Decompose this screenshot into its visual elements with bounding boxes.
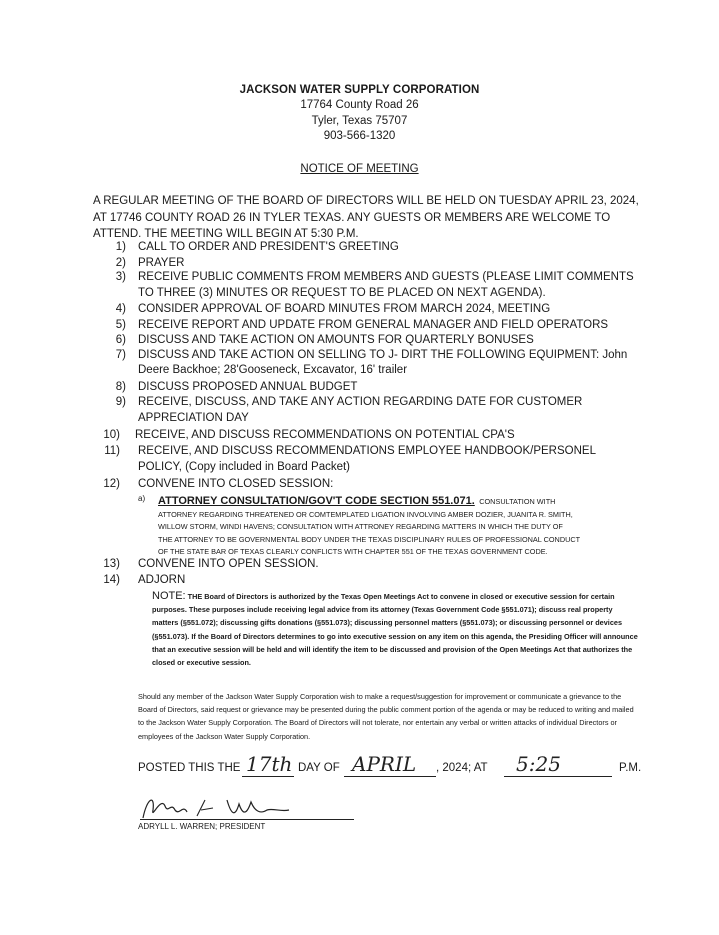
agenda-text: DISCUSS AND TAKE ACTION ON SELLING TO J- DIRT THE FOLLOWING EQUIPMENT: John xyxy=(138,349,628,361)
attorney-consultation-line: ATTORNEY REGARDING THREATENED OR COMTEMPLATED LIGATION INVOLVING AMBER DOZIER, JUANITA R. SMITH, xyxy=(158,509,573,519)
address-line-1: 17764 County Road 26 xyxy=(300,99,419,111)
meeting-intro: A REGULAR MEETING OF THE BOARD OF DIRECTORS WILL BE HELD ON TUESDAY APRIL 23, 2024, AT 17746 COUNTY ROAD 26 IN TYLER TEXAS. ANY GUESTS OR MEMBERS ARE WELCOME TO ATTEND. THE MEETING WILL BEGIN AT 5:30 P.M. xyxy=(93,195,639,240)
posted-prefix: POSTED THIS THE xyxy=(138,762,241,774)
signature-line xyxy=(140,819,354,820)
agenda-number: 3) xyxy=(115,271,126,283)
agenda-text-cont: POLICY, (Copy included in Board Packet) xyxy=(138,461,351,473)
agenda-number: 2) xyxy=(115,257,126,269)
attorney-consultation-line: WILLOW STORM, WINDI HAVENS; CONSULTATION WITH ATTRONEY REGARDING MATTERS IN WHICH THE DUTY OF xyxy=(158,522,563,531)
signatory-name: ADRYLL L. WARREN; PRESIDENT xyxy=(138,822,266,831)
agenda-number: 7) xyxy=(115,349,126,361)
agenda-text: CALL TO ORDER AND PRESIDENT'S GREETING xyxy=(138,241,399,253)
agenda-text-cont: Deere Backhoe; 28'Gooseneck, Excavator, 16' trailer xyxy=(138,364,408,376)
agenda-text: CONVENE INTO OPEN SESSION. xyxy=(138,558,319,570)
handwritten-month: APRIL xyxy=(352,752,417,776)
posted-line xyxy=(138,752,658,782)
agenda-text: ADJORN xyxy=(138,574,186,586)
agenda-text: CONVENE INTO CLOSED SESSION: xyxy=(138,478,334,490)
attorney-consultation-line: OF THE STATE BAR OF TEXAS CLEARLY CONFLICTS WITH CHAPTER 551 OF THE TEXAS GOVERNMENT CODE. xyxy=(158,547,548,556)
attorney-consultation-line: THE ATTORNEY TO BE GOVERNMENTAL BODY UNDER THE TEXAS DISCIPLINARY RULES OF PROFESSIONAL CONDUCT xyxy=(158,534,581,544)
note-text: THE Board of Directors is authorized by the Texas Open Meetings Act to convene in closed or executive session for certain purposes. These purposes include receiving legal advice from its attorney (Texas Government Code §551.071); discuss real property matters (§551.072); discussing gifts donations (§551.073); discussing personnel matters (§551.073); or discussing personnel or devices (§551.073). If the Board of Directors determines to go into executive session on any item on this agenda, the Presiding Officer will announce that an executive session will be held and will identify the item to be discussed and provision of the Open Meetings Act that authorizes the closed or executive session. xyxy=(152,592,638,668)
notice-title: NOTICE OF MEETING xyxy=(300,163,419,175)
agenda-text: RECEIVE REPORT AND UPDATE FROM GENERAL MANAGER AND FIELD OPERATORS xyxy=(138,319,609,331)
agenda-text: RECEIVE, DISCUSS, AND TAKE ANY ACTION REGARDING DATE FOR CUSTOMER xyxy=(138,396,583,408)
note-label: NOTE: xyxy=(152,590,186,602)
closed-session-subitem-letter: a) xyxy=(138,494,146,503)
attorney-consultation-heading: ATTORNEY CONSULTATION/GOV'T CODE SECTION 551.071. xyxy=(158,495,475,507)
handwritten-day: 17th xyxy=(246,752,293,776)
agenda-number: 5) xyxy=(115,319,126,331)
day-blank xyxy=(242,776,294,777)
agenda-text: RECEIVE, AND DISCUSS RECOMMENDATIONS ON POTENTIAL CPA'S xyxy=(135,429,515,441)
agenda-text: DISCUSS AND TAKE ACTION ON AMOUNTS FOR QUARTERLY BONUSES xyxy=(138,334,534,346)
agenda-text: CONSIDER APPROVAL OF BOARD MINUTES FROM MARCH 2024, MEETING xyxy=(138,303,551,315)
agenda-number: 14) xyxy=(103,574,120,586)
executive-session-note xyxy=(152,590,640,669)
agenda-number: 11) xyxy=(104,445,120,457)
agenda-text: DISCUSS PROPOSED ANNUAL BUDGET xyxy=(138,381,358,393)
agenda-number: 10) xyxy=(103,429,120,441)
posted-ampm: P.M. xyxy=(619,762,642,774)
phone-number: 903-566-1320 xyxy=(323,130,396,142)
attorney-consultation-text: CONSULTATION WITH xyxy=(479,497,556,506)
agenda-number: 9) xyxy=(115,396,126,408)
agenda-text: PRAYER xyxy=(138,257,185,269)
agenda-text: RECEIVE PUBLIC COMMENTS FROM MEMBERS AND GUESTS (PLEASE LIMIT COMMENTS xyxy=(138,271,634,283)
agenda-number: 13) xyxy=(103,558,120,570)
closed-session-subitem xyxy=(158,494,638,559)
grievance-paragraph: Should any member of the Jackson Water Supply Corporation wish to make a request/suggestion for improvement or communicate a grievance to the Board of Directors, said request or grievance may be presented during the public comment portion of the agenda or may be reduced to writing and mailed to the Jackson Water Supply Corporation. The Board of Directors will not tolerate, nor entertain any verbal or written attacks of individual Directors or employees of the Jackson Water Supply Corporation. xyxy=(138,692,634,741)
organization-name: JACKSON WATER SUPPLY CORPORATION xyxy=(239,84,480,96)
agenda-number: 4) xyxy=(115,303,126,315)
agenda-text: RECEIVE, AND DISCUSS RECOMMENDATIONS EMPLOYEE HANDBOOK/PERSONEL xyxy=(138,445,596,457)
agenda-number: 8) xyxy=(115,381,126,393)
agenda-number: 12) xyxy=(103,478,120,490)
posted-day-of: DAY OF xyxy=(298,762,340,774)
time-blank xyxy=(504,776,612,777)
posted-year: , 2024; AT xyxy=(436,762,488,774)
month-blank xyxy=(344,776,436,777)
address-line-2: Tyler, Texas 75707 xyxy=(311,115,408,127)
agenda-text-cont: TO THREE (3) MINUTES OR REQUEST TO BE PLACED ON NEXT AGENDA). xyxy=(138,287,546,299)
agenda-number: 1) xyxy=(115,241,126,253)
agenda-number: 6) xyxy=(115,334,126,346)
agenda-text-cont: APPRECIATION DAY xyxy=(138,412,249,424)
handwritten-time: 5:25 xyxy=(516,752,561,776)
